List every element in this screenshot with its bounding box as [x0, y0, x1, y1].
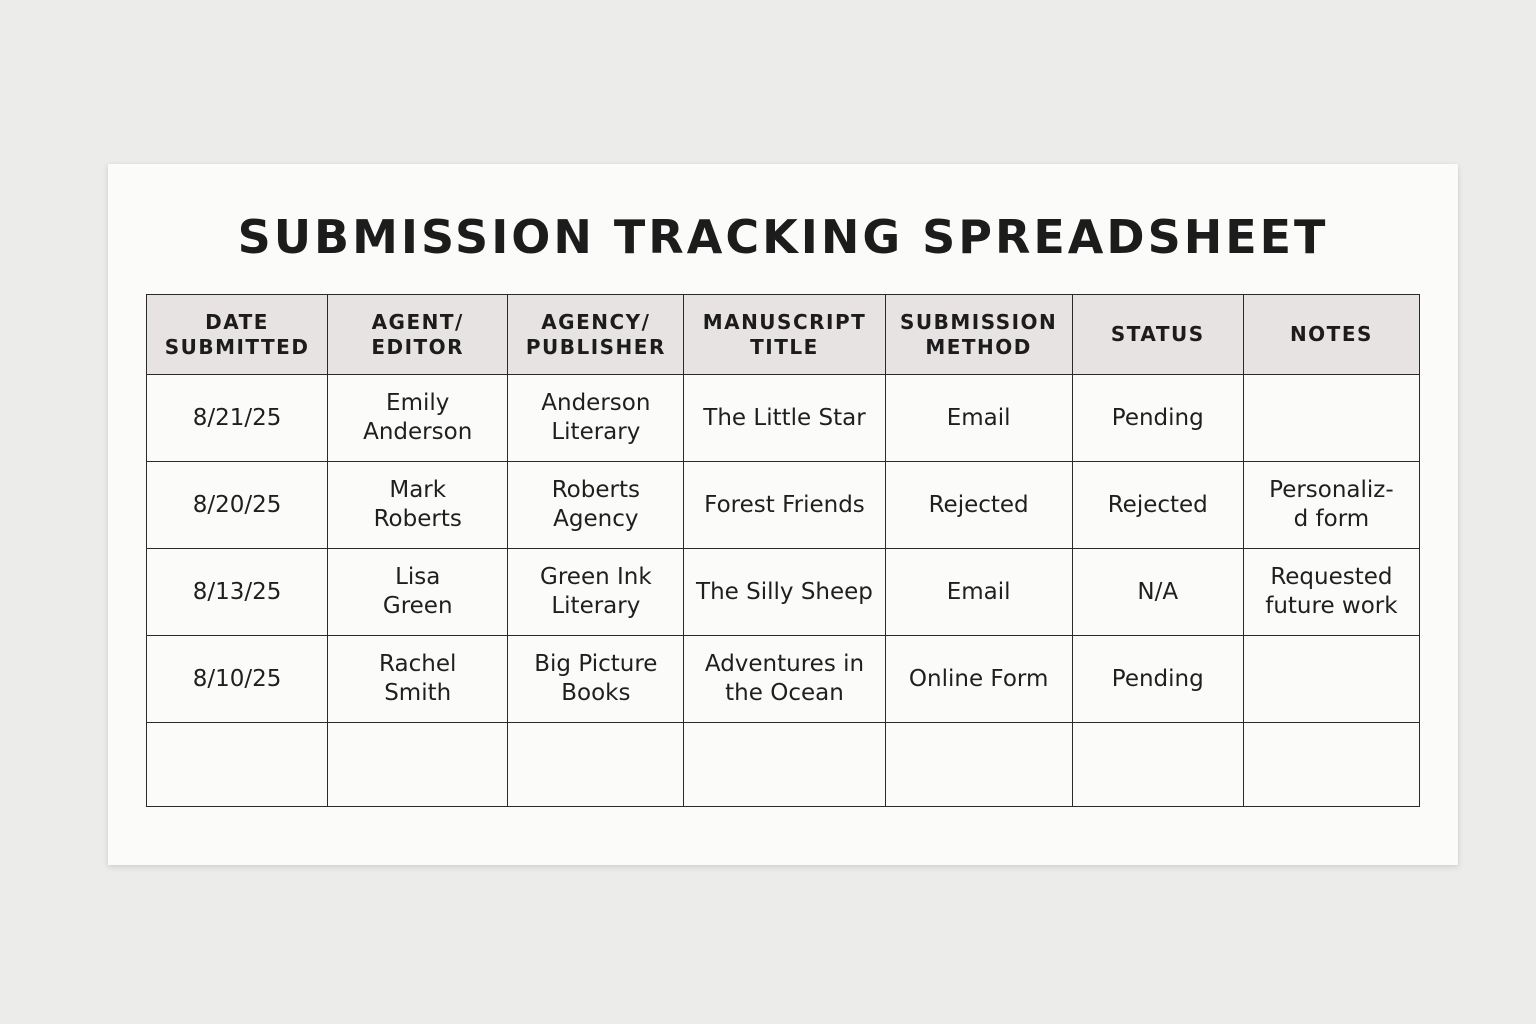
table-row [147, 375, 1420, 462]
header-agency-publisher: AGENCY/ PUBLISHER [508, 295, 684, 375]
empty-row [147, 723, 1420, 807]
header-agent-editor: AGENT/ EDITOR [328, 295, 508, 375]
header-status: STATUS [1072, 295, 1243, 375]
cell-agent[interactable]: Rachel Smith [328, 636, 508, 723]
cell-method[interactable]: Online Form [885, 636, 1072, 723]
cell-agency[interactable]: Big Picture Books [508, 636, 684, 723]
table-row [147, 549, 1420, 636]
cell-notes[interactable] [1243, 375, 1419, 462]
header-manuscript-title: MANUSCRIPT TITLE [684, 295, 885, 375]
cell-date[interactable]: 8/13/25 [147, 549, 328, 636]
cell-title[interactable] [684, 723, 885, 807]
cell-method[interactable]: Email [885, 375, 1072, 462]
cell-method[interactable]: Email [885, 549, 1072, 636]
spreadsheet-sheet [108, 164, 1458, 865]
cell-date[interactable] [147, 723, 328, 807]
cell-agency[interactable]: Roberts Agency [508, 462, 684, 549]
cell-agent[interactable]: Emily Anderson [328, 375, 508, 462]
cell-agent[interactable]: Lisa Green [328, 549, 508, 636]
cell-date[interactable]: 8/20/25 [147, 462, 328, 549]
header-row [147, 295, 1420, 375]
cell-status[interactable]: N/A [1072, 549, 1243, 636]
header-notes: NOTES [1243, 295, 1419, 375]
cell-agency[interactable]: Anderson Literary [508, 375, 684, 462]
cell-notes[interactable]: Requested future work [1243, 549, 1419, 636]
cell-status[interactable] [1072, 723, 1243, 807]
header-date-submitted: DATE SUBMITTED [147, 295, 328, 375]
cell-title[interactable]: Adventures in the Ocean [684, 636, 885, 723]
cell-title[interactable]: Forest Friends [684, 462, 885, 549]
cell-agent[interactable] [328, 723, 508, 807]
cell-title[interactable]: The Silly Sheep [684, 549, 885, 636]
cell-agent[interactable]: Mark Roberts [328, 462, 508, 549]
cell-method[interactable] [885, 723, 1072, 807]
cell-status[interactable]: Pending [1072, 375, 1243, 462]
cell-notes[interactable] [1243, 636, 1419, 723]
submission-table [146, 294, 1420, 807]
cell-method[interactable]: Rejected [885, 462, 1072, 549]
header-submission-method: SUBMISSION METHOD [885, 295, 1072, 375]
table-row [147, 462, 1420, 549]
cell-notes[interactable]: Personaliz- d form [1243, 462, 1419, 549]
cell-status[interactable]: Pending [1072, 636, 1243, 723]
cell-notes[interactable] [1243, 723, 1419, 807]
cell-agency[interactable]: Green Ink Literary [508, 549, 684, 636]
sheet-title: SUBMISSION TRACKING SPREADSHEET [237, 210, 1329, 264]
cell-agency[interactable] [508, 723, 684, 807]
cell-status[interactable]: Rejected [1072, 462, 1243, 549]
cell-title[interactable]: The Little Star [684, 375, 885, 462]
cell-date[interactable]: 8/21/25 [147, 375, 328, 462]
cell-date[interactable]: 8/10/25 [147, 636, 328, 723]
table-row [147, 636, 1420, 723]
